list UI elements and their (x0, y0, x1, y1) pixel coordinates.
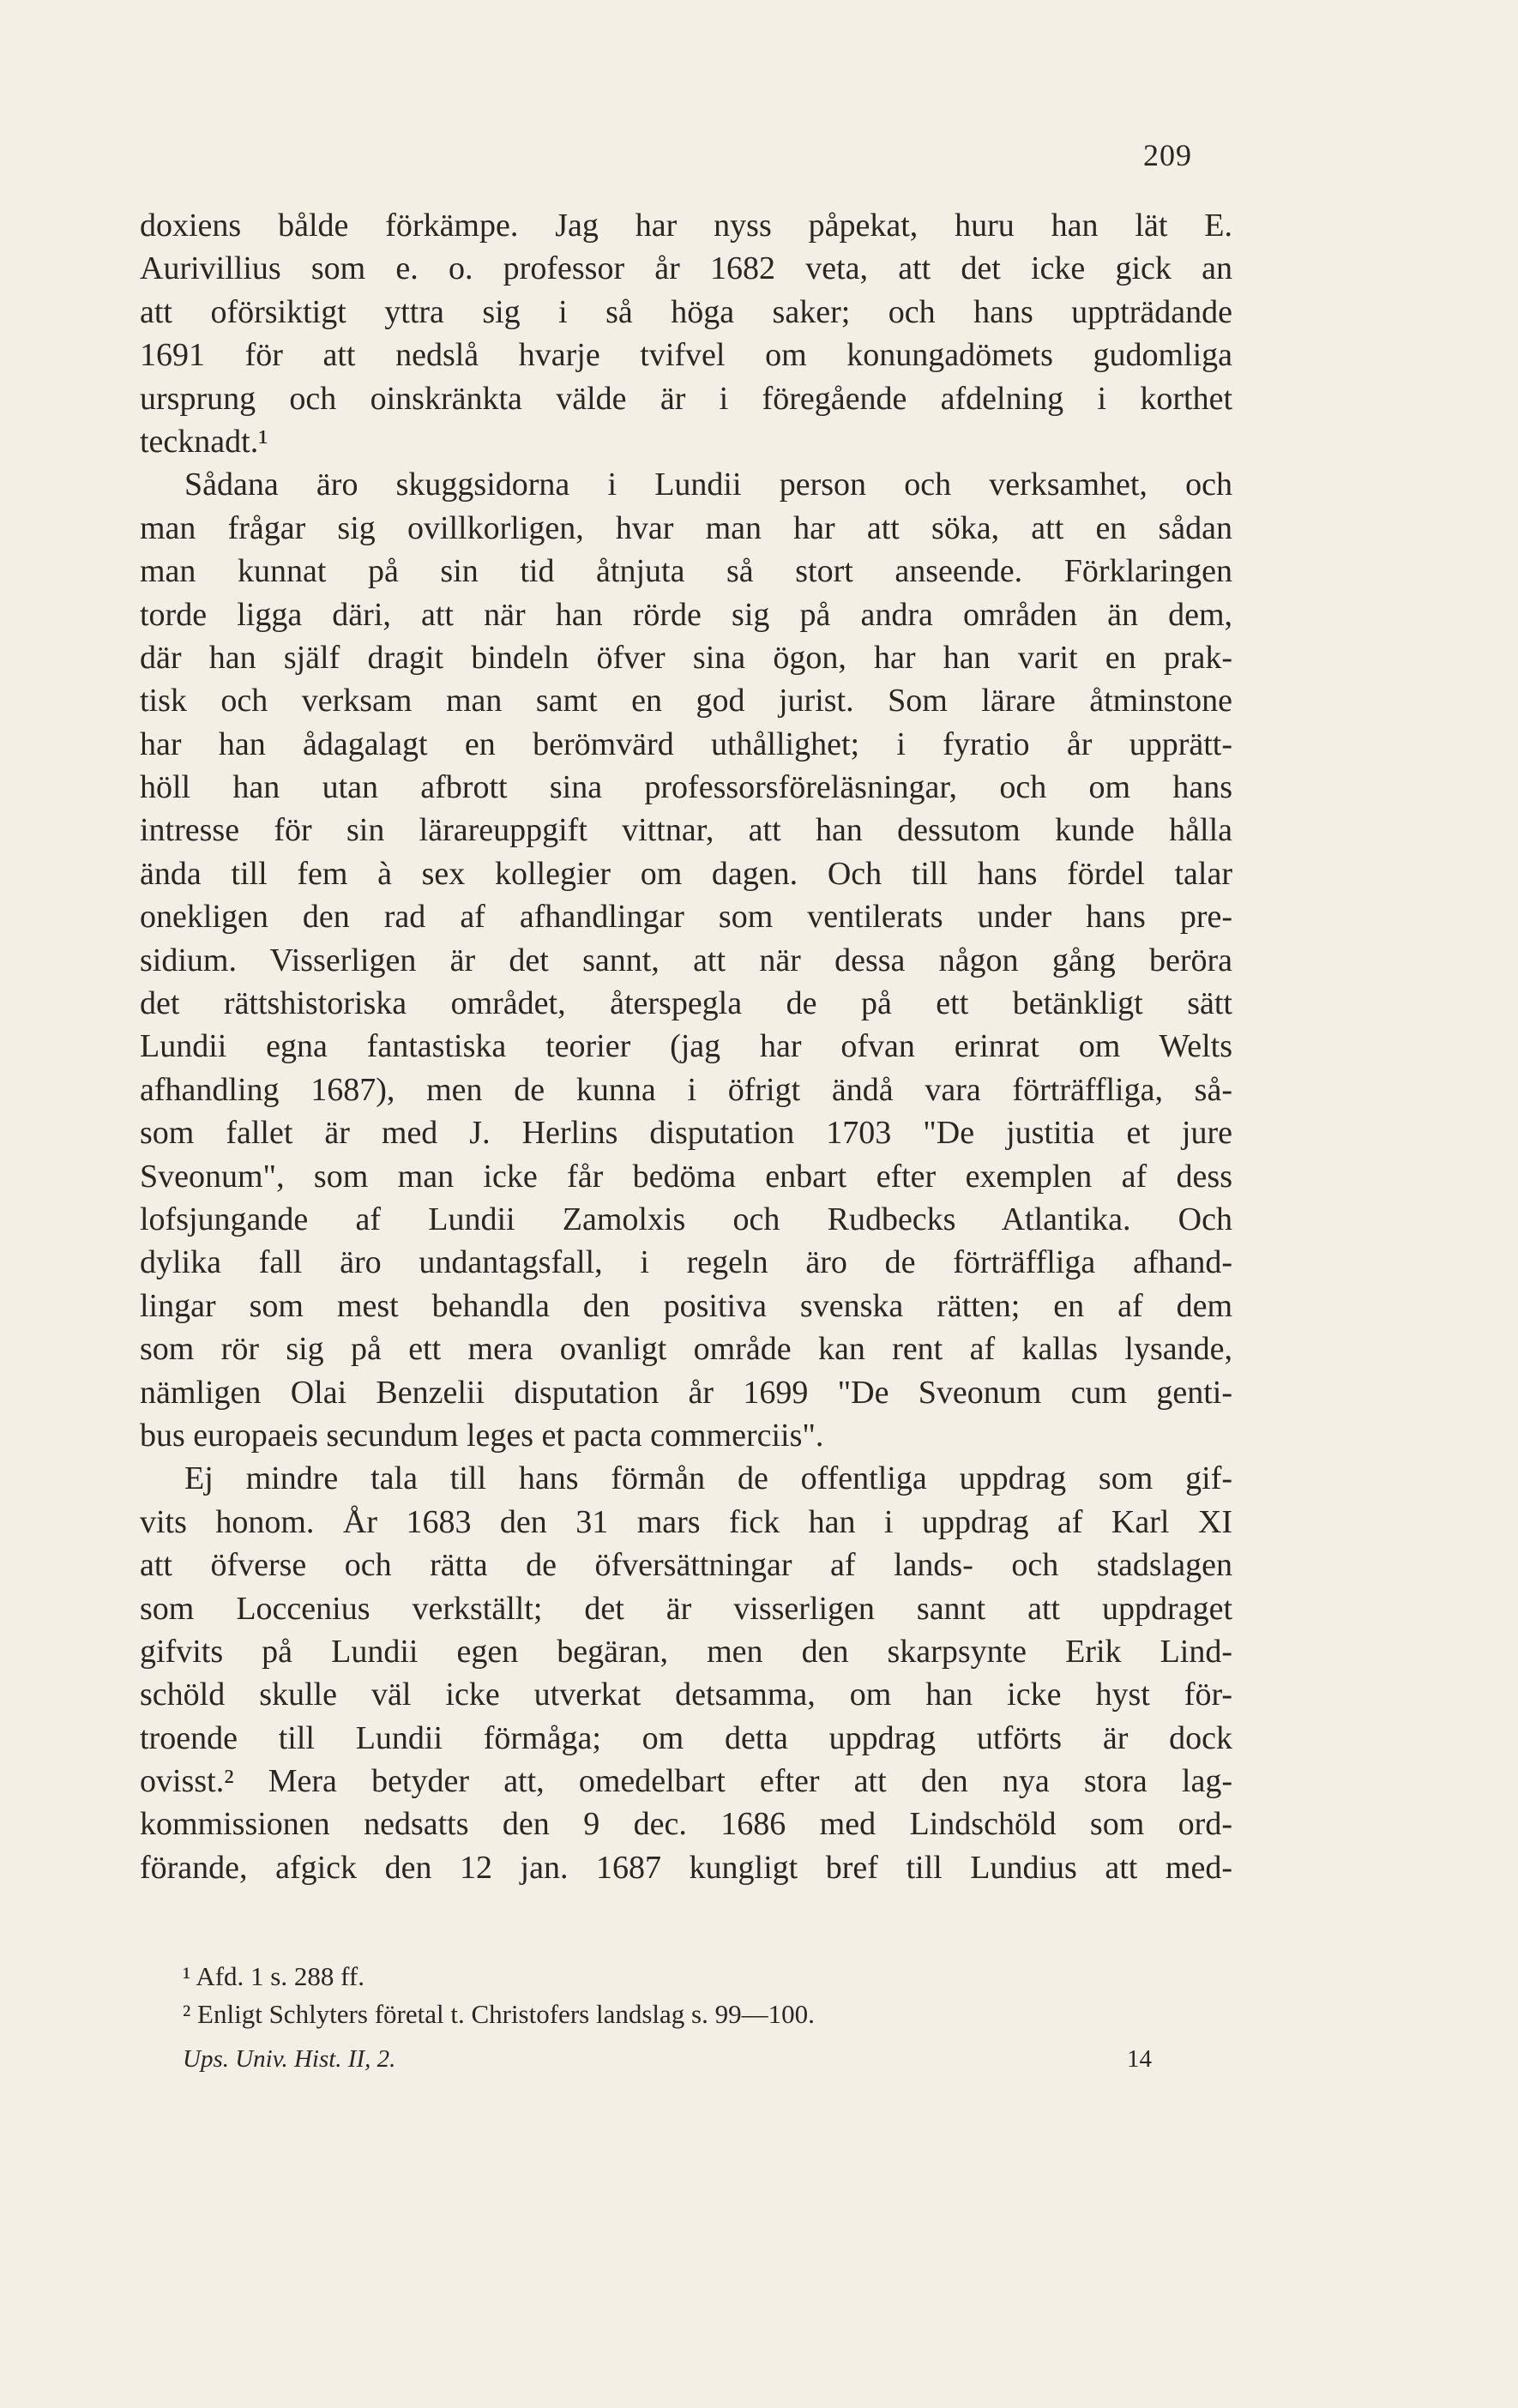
text-line: ovisst.² Mera betyder att, omedelbart efter att den nya stora lag- (140, 1763, 1232, 1800)
text-line: sidium. Visserligen är det sannt, att när dessa någon gång beröra (140, 942, 1232, 978)
text-line: där han själf dragit bindeln öfver sina ögon, har han varit en prak- (140, 639, 1232, 676)
text-line: onekligen den rad af afhandlingar som ventilerats under hans pre- (140, 899, 1232, 936)
page-number: 209 (1143, 138, 1192, 172)
text-line: har han ådagalagt en berömvärd uthållighet; i fyratio år upprätt- (140, 725, 1232, 762)
footnotes (140, 1958, 1232, 2033)
signature-mark: Ups. Univ. Hist. II, 2. (183, 2045, 396, 2073)
text-line: lingar som mest behandla den positiva svenska rätten; en af dem (140, 1287, 1232, 1324)
text-line: ända till fem à sex kollegier om dagen. Och till hans fördel talar (140, 855, 1232, 892)
body-text (140, 204, 1232, 1889)
text-line: tisk och verksam man samt en god jurist. Som lärare åtminstone (140, 683, 1232, 719)
text-line: gifvits på Lundii egen begäran, men den skarpsynte Erik Lind- (140, 1633, 1232, 1670)
text-line: Lundii egna fantastiska teorier (jag har ofvan erinrat om Welts (140, 1028, 1232, 1065)
text-line: lofsjungande af Lundii Zamolxis och Rudbecks Atlantika. Och (140, 1201, 1232, 1237)
text-line: att oförsiktigt yttra sig i så höga saker; och hans uppträdande (140, 293, 1232, 330)
text-line: som rör sig på ett mera ovanligt område kan rent af kallas lysande, (140, 1331, 1232, 1368)
text-line: som fallet är med J. Herlins disputation 1703 "De justitia et jure (140, 1115, 1232, 1152)
text-line: dylika fall äro undantagsfall, i regeln äro de förträffliga afhand- (140, 1244, 1232, 1281)
footnote: ¹ Afd. 1 s. 288 ff. (183, 1961, 364, 1991)
text-line: det rättshistoriska området, återspegla de på ett betänkligt sätt (140, 985, 1232, 1022)
text-line: doxiens bålde förkämpe. Jag har nyss påpekat, huru han lät E. (140, 208, 1232, 244)
text-line: man kunnat på sin tid åtnjuta så stort anseende. Förklaringen (140, 553, 1232, 590)
text-line: Ej mindre tala till hans förmån de offentliga uppdrag som gif- (184, 1460, 1232, 1497)
text-line: man frågar sig ovillkorligen, hvar man har att söka, att en sådan (140, 509, 1232, 546)
text-line: som Loccenius verkställt; det är visserligen sannt att uppdraget (140, 1590, 1232, 1627)
text-line: vits honom. År 1683 den 31 mars fick han i uppdrag af Karl XI (140, 1503, 1232, 1540)
text-line: att öfverse och rätta de öfversättningar af lands- och stadslagen (140, 1547, 1232, 1584)
text-line: ursprung och oinskränkta välde är i föregående afdelning i korthet (140, 380, 1232, 417)
text-line: intresse för sin lärareuppgift vittnar, att han dessutom kunde hålla (140, 812, 1232, 849)
text-line: torde ligga däri, att när han rörde sig på andra områden än dem, (140, 596, 1232, 633)
text-line: nämligen Olai Benzelii disputation år 1699 "De Sveonum cum genti- (140, 1374, 1232, 1411)
text-line: afhandling 1687), men de kunna i öfrigt ändå vara förträffliga, så- (140, 1071, 1232, 1108)
text-line: troende till Lundii förmåga; om detta uppdrag utförts är dock (140, 1719, 1232, 1756)
text-line: bus europaeis secundum leges et pacta commerciis". (140, 1417, 824, 1454)
text-line: Sådana äro skuggsidorna i Lundii person och verksamhet, och (184, 467, 1232, 503)
text-line: tecknadt.¹ (140, 423, 268, 460)
text-line: kommissionen nedsatts den 9 dec. 1686 med Lindschöld som ord- (140, 1806, 1232, 1843)
signature-sheet-number: 14 (1127, 2045, 1152, 2073)
text-line: höll han utan afbrott sina professorsföreläsningar, och om hans (140, 769, 1232, 806)
text-line: Aurivillius som e. o. professor år 1682 veta, att det icke gick an (140, 250, 1232, 287)
text-line: 1691 för att nedslå hvarje tvifvel om konungadömets gudomliga (140, 337, 1232, 374)
footnote: ² Enligt Schlyters företal t. Christofers landslag s. 99—100. (183, 1999, 815, 2029)
text-line: schöld skulle väl icke utverkat detsamma, om han icke hyst för- (140, 1677, 1232, 1713)
printer-signature (183, 2040, 1152, 2078)
text-line: förande, afgick den 12 jan. 1687 kungligt bref till Lundius att med- (140, 1849, 1232, 1886)
text-line: Sveonum", som man icke får bedöma enbart efter exemplen af dess (140, 1158, 1232, 1195)
